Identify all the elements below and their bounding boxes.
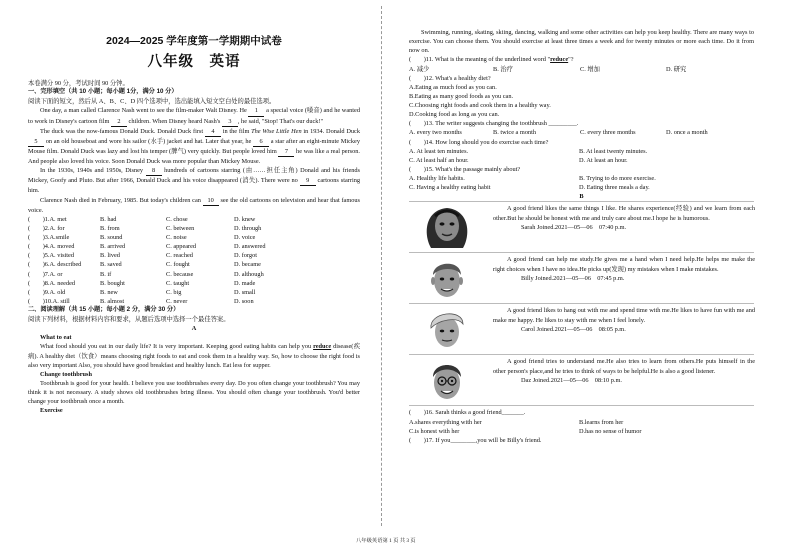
question-row: ( )4.A. moved B. arrived C. appeared D. answered bbox=[28, 243, 266, 251]
profile-text: A good friend likes the same things I like. He shares experience(经验) and we learn from each other.But he should be honest with me and truly care about me.I hope he is humorous. bbox=[493, 205, 755, 222]
profile-signature: Sarah Joined.2021—05—06 07:40 p.m. bbox=[521, 223, 627, 231]
section2-heading: 二、阅读理解（共 15 小题；每小题 2 分，满分 30 分） bbox=[28, 306, 180, 314]
q12-option: D.Cooking food as long as you can. bbox=[409, 111, 500, 119]
q11-options: A. 减少 B. 治疗 C. 增加 D. 研究 bbox=[409, 65, 687, 73]
exam-title: 2024—2025 学年度第一学期期中试卷 bbox=[106, 35, 282, 47]
underlined-word: reduce bbox=[313, 343, 332, 351]
blank-2: 2 bbox=[111, 117, 127, 127]
exercise-text: Swimming, running, skating, skiing, dancing, walking and some other activities can help you keep healthy. There are many ways to exercise. You can choose them. You should exercise at least three times a week and for twenty minutes or more each time. Do it from now on. bbox=[409, 29, 754, 55]
cloze-paragraph-3: In the 1930s, 1940s and 1950s, Disney 8 hundreds of cartoons starring (由……担任主角) Donald and his friends Mickey, Goofy and Pluto. But after 1966, Donald Duck and his voice disappeared (消失). There were no 9 cartoons starring him. bbox=[28, 167, 360, 195]
q12-option: C.Choosing right foods and cook them in a healthy way. bbox=[409, 102, 551, 109]
q12-option: A.Eating as much food as you can. bbox=[409, 83, 497, 91]
q12-option: B.Eating as many good foods as you can. bbox=[409, 92, 514, 100]
section1-heading: 一、完形填空（共 10 小题；每小题 1分，满分 10 分） bbox=[28, 88, 178, 96]
film-title: The Wise Little Hen bbox=[251, 127, 302, 135]
q13-options: A. every two months B. twice a month C. every three months D. once a month bbox=[409, 129, 708, 137]
q14-options: A. At least ten minutes. B. At least twenty minutes. C. At least half an hour. D. At least an hour. bbox=[409, 147, 648, 164]
profile-signature: Carol Joined.2021—05—06 08:05 p.m. bbox=[521, 325, 626, 333]
exam-info: 本卷满分 90 分，考试时间 90 分钟。 bbox=[28, 80, 129, 88]
question-14: ( )14. How long should you do exercise each time? bbox=[409, 138, 549, 146]
page-footer: 八年级英语第 1 页 共 3 页 bbox=[356, 538, 416, 544]
cloze-paragraph-2: The duck was the now-famous Donald Duck. Donald Duck first 4 in the film The Wise Little Hen in 1934. Donald Duck 5 on an old houseboat and wore his sailor (水手) jacket and hat. Later that year, he 6 a star after an eight-minute Mickey Mouse film. Donald Duck was lazy and lost his temper (脾气) very quickly. But people loved him 7 he was like a real person. And people also loved his voice. Soon Donald Duck was more popular than Mickey Mouse. bbox=[28, 127, 360, 166]
blank-3: 3 bbox=[222, 117, 238, 127]
cloze-paragraph-1: One day, a man called Clarence Nash went to see the film-maker Walt Disney. He 1 a special voice (嗓音) and he wanted to work in Disney's cartoon film 2 children. When Disney heard Nash's 3 , he said, "Stop! That's our duck!" bbox=[28, 106, 360, 126]
boy-with-glasses-avatar-icon bbox=[409, 357, 485, 403]
profile-carol bbox=[409, 304, 754, 355]
boy-avatar-icon bbox=[409, 306, 485, 352]
question-row: ( )8.A. needed B. bought C. taught D. made bbox=[28, 279, 256, 287]
blank-5: 5 bbox=[28, 137, 44, 147]
profiles-table bbox=[409, 201, 754, 406]
profile-text: A good friend tries to understand me.He also tries to learn from others.He puts himself in the other person's place,and he tries to think of ways to be helpful.He is also a good listener. bbox=[493, 358, 755, 375]
question-row: ( )5.A. visited B. lived C. reached D. forgot bbox=[28, 252, 257, 260]
part-b-label: B bbox=[579, 193, 584, 201]
blank-9: 9 bbox=[300, 176, 316, 186]
what-to-eat-text: What food should you eat in our daily life? It is very important. Keeping good eating habits can help you reduce disease(疾病). A healthy diet（饮食）means choosing right foods to eat and cook them in a healthy way. So, how to choose the right food is also very important Also, you should have good breakfast and healthy lunch. Eat less for supper. bbox=[28, 343, 360, 369]
right-column bbox=[409, 28, 754, 445]
blank-6: 6 bbox=[253, 137, 269, 147]
toothbrush-heading: Change toothbrush bbox=[40, 370, 92, 378]
girl-avatar-icon bbox=[409, 204, 485, 250]
question-row: ( )2.A. for B. from C. between D. through bbox=[28, 224, 262, 232]
cloze-questions bbox=[28, 215, 360, 306]
boy-avatar-icon bbox=[409, 255, 485, 301]
blank-7: 7 bbox=[278, 147, 294, 157]
profile-billy bbox=[409, 253, 754, 304]
profile-signature: Billy Joined.2021—05—06 07:45 p.m. bbox=[521, 274, 625, 282]
what-to-eat-heading: What to eat bbox=[40, 334, 72, 342]
question-15: ( )15. What's the passage mainly about? bbox=[409, 165, 521, 173]
blank-10: 10 bbox=[203, 196, 219, 206]
column-divider bbox=[381, 6, 382, 526]
question-row: ( )6.A. described B. saved C. fought D. became bbox=[28, 261, 261, 269]
question-17: ( )17. If you________,you will be Billy's friend. bbox=[409, 436, 542, 444]
question-13: ( )13. The writer suggests changing the toothbrush _________. bbox=[409, 120, 579, 128]
question-row: ( )10.A. still B. almost C. never D. soon bbox=[28, 297, 254, 305]
profile-signature: Daz Joined.2021—05—06 08:10 p.m. bbox=[521, 376, 622, 384]
q16-options: A.shares everything with her B.learns from her C.is honest with her D.has no sense of humor bbox=[409, 418, 642, 435]
blank-1: 1 bbox=[248, 106, 264, 116]
exam-subtitle: 八年级 英语 bbox=[147, 54, 241, 71]
blank-4: 4 bbox=[205, 127, 221, 137]
part-a-label: A bbox=[191, 325, 197, 333]
section2-instruction: 阅读下列材料，根据材料内容和要求，从题后选项中选择一个最佳答案。 bbox=[28, 316, 230, 324]
blank-8: 8 bbox=[146, 166, 162, 176]
section1-instruction: 阅读下面的短文，然后从 A、B、C、D 四个选项中，选出能填入短文空白处的最佳选项。 bbox=[28, 98, 276, 106]
profile-sarah bbox=[409, 201, 754, 253]
profile-text: A good friend likes to hang out with me and spend time with me.He likes to have fun with me and make me happy. He likes to stay with me when I feel lonely. bbox=[493, 307, 755, 324]
q15-options: A. Healthy life habits. B. Trying to do more exercise. C. Having a healthy eating habit D. Eating three meals a day. bbox=[409, 175, 656, 192]
question-row: ( )9.A. old B. new C. big D. small bbox=[28, 288, 256, 296]
question-12: ( )12. What's a healthy diet? bbox=[409, 74, 491, 82]
exercise-heading: Exercise bbox=[40, 407, 63, 415]
question-row: ( )3.A.smile B. sound C. noise D. voice bbox=[28, 234, 256, 242]
profile-daz bbox=[409, 355, 754, 406]
left-column bbox=[28, 0, 360, 415]
question-11: ( )11. What is the meaning of the underlined word "reduce"? bbox=[409, 56, 574, 64]
question-16: ( )16. Sarah thinks a good friend_______. bbox=[409, 409, 526, 417]
cloze-paragraph-4: Clarence Nash died in February, 1985. But today's children can 10 see the old cartoons on television and hear that famous voice. bbox=[28, 196, 361, 214]
toothbrush-text: Toothbrush is good for your health. I believe you use toothbrushes every day. Do you often change your toothbrush? You may think it is not necessary. A study shows old toothbrushes bring illness. You should often change your toothbrush. You'd better change your toothbrush once a month. bbox=[28, 379, 360, 406]
question-row: ( )1.A. met B. had C. chose D. knew bbox=[28, 215, 256, 223]
profile-text: A good friend can help me study.He gives me a hand when I need help.He helps me make the right choices when I have no idea.He picks up(发现) my mistakes when I make mistakes. bbox=[493, 256, 755, 273]
question-row: ( )7.A. or B. if C. because D. although bbox=[28, 270, 264, 278]
